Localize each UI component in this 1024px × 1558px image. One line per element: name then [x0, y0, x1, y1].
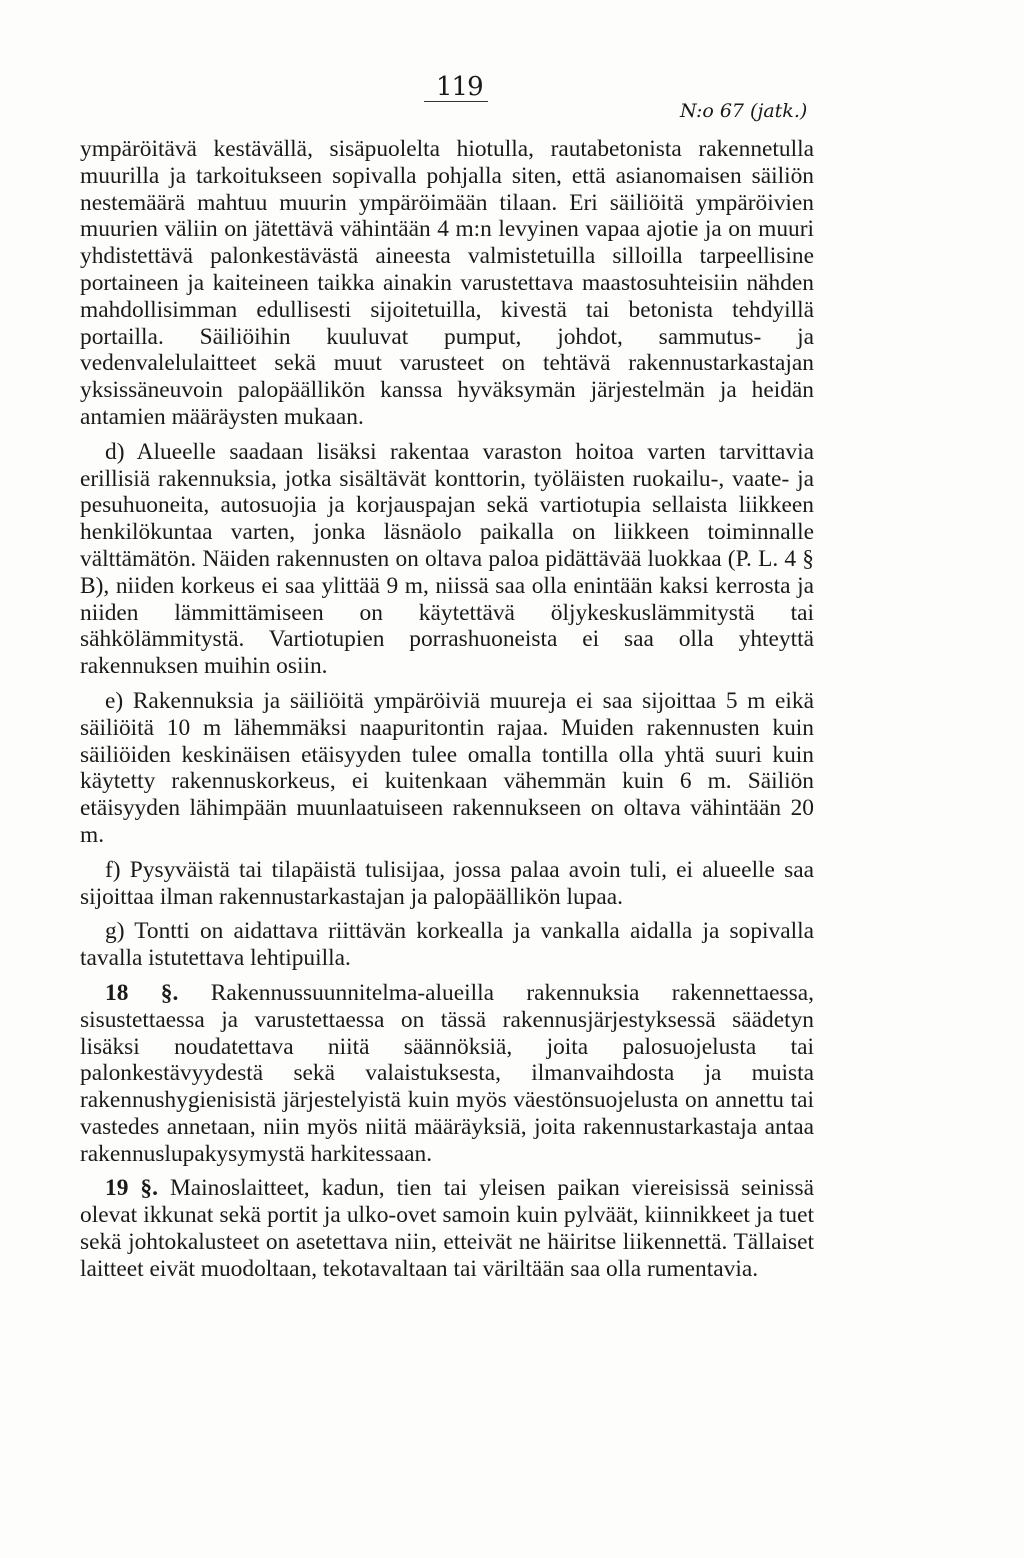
- paragraph-continuation: ympäröitävä kestävällä, sisäpuolelta hiotulla, rautabetonista rakennetulla muurilla ja tarkoitukseen sopivalla pohjalla siten, että asianomaisen säiliön nestemäärä mahtuu muurin ympäröimään tilaan. Eri säiliöitä ympäröivien muurien väliin on jätettävä vähintään 4 m:n levyinen vapaa ajotie ja on muuri yhdistettävä palonkestävästä aineesta valmistetuilla silloilla tarpeellisine portaineen ja kaiteineen taikka ainakin varustettava maastosuhteisiin nähden mahdollisimman edullisesti sijoitetuilla, kivestä tai betonista tehdyillä portailla. Säiliöihin kuuluvat pumput, johdot, sammutus- ja vedenvalelulaitteet sekä muut varusteet on tehtävä rakennustarkastajan yksissäneuvoin palopäällikön kanssa hyväksymän järjestelmän ja heidän antamien määräysten mukaan.: [80, 136, 814, 430]
- paragraph-item-d: d) Alueelle saadaan lisäksi rakentaa varaston hoitoa varten tarvittavia erillisiä rakennuksia, jotka sisältävät konttorin, työläisten ruokailu-, vaate- ja pesuhuoneita, autosuojia ja korjauspajan sekä vartiotupia sellaista liikkeen henkilökuntaa varten, jonka läsnäolo paikalla on liikkeen toiminnalle välttämätön. Näiden rakennusten on oltava paloa pidättävää luokkaa (P. L. 4 § B), niiden korkeus ei saa ylittää 9 m, niissä saa olla enintään kaksi kerrosta ja niiden lämmittämiseen on käytettävä öljykeskuslämmitystä tai sähkölämmitystä. Vartiotupien porrashuoneista ei saa olla yhteyttä rakennuksen muihin osiin.: [80, 438, 814, 680]
- paragraph-item-f: f) Pysyväistä tai tilapäistä tulisijaa, jossa palaa avoin tuli, ei alueelle saa sijoittaa ilman rakennustarkastajan ja palopäällikön lupaa.: [80, 856, 814, 910]
- header-rule: [424, 101, 488, 102]
- paragraph-item-g: g) Tontti on aidattava riittävän korkealla ja vankalla aidalla ja sopivalla tavalla istutettava lehtipuilla.: [80, 918, 814, 972]
- section-reference: N:o 67 (jatk.): [680, 100, 808, 122]
- page-number: 119: [436, 72, 483, 102]
- paragraph-item-e: e) Rakennuksia ja säiliöitä ympäröiviä muureja ei saa sijoittaa 5 m eikä säiliöitä 10 m lähemmäksi naapuritontin rajaa. Muiden rakennusten kuin säiliöiden keskinäisen etäisyyden tulee omalla tontilla olla yhtä suuri kuin käytetty rakennuskorkeus, ei kuitenkaan vähemmän kuin 6 m. Säiliön etäisyyden lähimpään muunlaatuiseen rakennukseen on oltava vähintään 20 m.: [80, 687, 814, 848]
- section-18-text: Rakennussuunnitelma-alueilla rakennuksia rakennettaessa, sisustettaessa ja varustettaessa on tässä rakennusjärjestyksessä säädetyn lisäksi noudatettava niitä säännöksiä, joita palosuojelusta tai palonkestävyydestä sekä valaistuksesta, ilmanvaihdosta ja muista rakennushygienisistä järjestelyistä kuin myös väestönsuojelusta on annettu tai vastedes annetaan, niin myös niitä määräyksiä, joita rakennustarkastaja antaa rakennuslupakysymystä harkitessaan.: [80, 979, 814, 1167]
- paragraph-section-19: [80, 1175, 814, 1282]
- paragraph-section-18: [80, 980, 814, 1168]
- section-number-18: 18 §.: [105, 979, 179, 1006]
- document-body: [80, 136, 814, 1291]
- section-number-19: 19 §.: [105, 1175, 158, 1202]
- section-19-text: Mainoslaitteet, kadun, tien tai yleisen paikan viereisissä seinissä olevat ikkunat sekä portit ja ulko-ovet samoin kuin pylväät, kiinnikkeet ja tuet sekä johtokalusteet on asetettava niin, etteivät ne häiritse liikennettä. Tällaiset laitteet eivät muodoltaan, tekotavaltaan tai väriltään saa olla rumentavia.: [80, 1175, 814, 1282]
